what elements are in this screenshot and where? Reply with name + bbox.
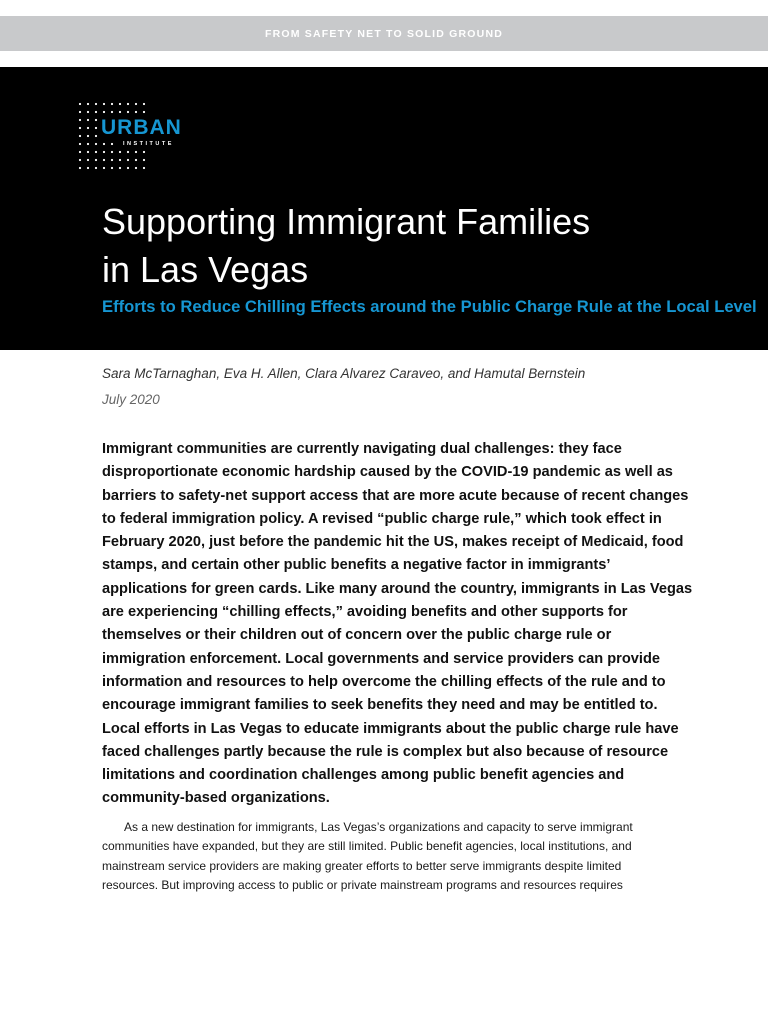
body-line: As a new destination for immigrants, Las Vegas’s organizations and capacity to serve immigrant [124, 820, 633, 834]
lede-line: community-based organizations. [102, 790, 330, 807]
lede-line: limitations and coordination challenges among public benefit agencies and [102, 767, 625, 784]
lede-line: immigration enforcement. Local governments and service providers can provide [102, 650, 660, 667]
report-title-line-2: in Las Vegas [102, 249, 309, 290]
logo-dot-grid [78, 102, 203, 178]
lede-line: disproportionate economic hardship caused by the COVID-19 pandemic as well as [102, 464, 673, 481]
publication-date: July 2020 [102, 392, 160, 407]
lede-line: encourage immigrant families to seek benefits they need and may be entitled to. [102, 697, 658, 714]
report-title [102, 198, 702, 294]
lede-line: February 2020, just before the pandemic hit the US, makes receipt of Medicaid, food [102, 534, 684, 551]
series-banner-text: FROM SAFETY NET TO SOLID GROUND [264, 27, 504, 40]
lede-line: barriers to safety-net support access that are more acute because of recent changes [102, 487, 689, 504]
lede-line: faced challenges partly because the rule is complex but also because of resource [102, 743, 669, 760]
logo-subwordmark: INSTITUTE [123, 141, 174, 147]
cover-block [0, 67, 768, 350]
body-line: mainstream service providers are making greater efforts to better serve immigrants despite limited [102, 858, 622, 873]
lede-line: stamps, and certain other public benefits a negative factor in immigrants’ [102, 557, 611, 574]
lede-paragraph [102, 438, 692, 811]
logo-wordmark: URBAN [101, 116, 182, 139]
lede-line: themselves or their children out of concern over the public charge rule or [102, 627, 612, 644]
body-line: resources. But improving access to public or private mainstream programs and resources requires [102, 877, 623, 892]
report-subtitle: Efforts to Reduce Chilling Effects around the Public Charge Rule at the Local Level [102, 297, 757, 316]
author-list: Sara McTarnaghan, Eva H. Allen, Clara Alvarez Caraveo, and Hamutal Bernstein [102, 366, 586, 381]
lede-line: to federal immigration policy. A revised “public charge rule,” which took effect in [102, 510, 662, 527]
lede-line: Local efforts in Las Vegas to educate immigrants about the public charge rule have [102, 720, 679, 737]
series-banner [0, 16, 768, 51]
lede-line: are experiencing “chilling effects,” avoiding benefits and other supports for [102, 604, 628, 621]
lede-line: applications for green cards. Like many around the country, immigrants in Las Vegas [102, 580, 693, 597]
lede-line: Immigrant communities are currently navigating dual challenges: they face [102, 441, 622, 457]
lede-line: information and resources to help overcome the chilling effects of the rule and to [102, 673, 666, 690]
body-line: communities have expanded, but they are still limited. Public benefit agencies, local institutions, and [102, 839, 632, 854]
body-paragraph [102, 818, 672, 895]
urban-institute-logo [78, 102, 203, 178]
report-title-line-1: Supporting Immigrant Families [102, 201, 591, 242]
